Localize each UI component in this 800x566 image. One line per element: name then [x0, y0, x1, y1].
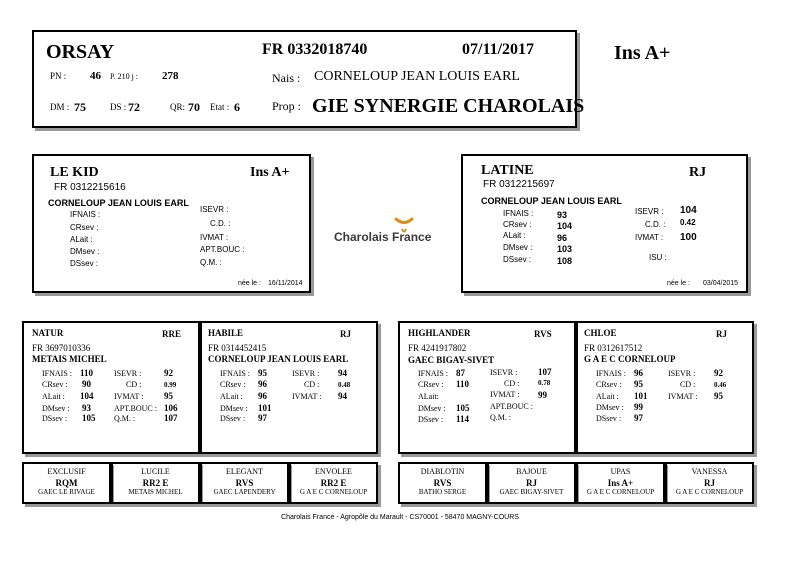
gp-crsev-label: CRsev : — [220, 380, 246, 389]
gp-breeder: METAIS MICHEL — [32, 354, 107, 364]
sire-crsev-label: CRsev : — [70, 223, 99, 232]
dam-cd-label: C.D. : — [645, 220, 666, 229]
gp-alait-label: ALait : — [220, 392, 243, 401]
prop-label: Prop : — [272, 99, 302, 113]
sire-qm-label: Q.M. : — [200, 258, 222, 267]
animal-name: ORSAY — [46, 41, 115, 63]
gp-alait-label: ALait : — [596, 392, 619, 401]
gp-crsev-label: CRsev : — [42, 380, 68, 389]
prop-value: GIE SYNERGIE CHAROLAIS — [312, 95, 585, 117]
gp-isevr-label: ISEVR : — [490, 368, 518, 377]
gp-ifnais-label: IFNAIS : — [596, 369, 627, 378]
gp-qm: 107 — [164, 413, 178, 423]
dam-alait: 96 — [557, 233, 568, 243]
gp-alait: 96 — [258, 391, 267, 401]
gp-dmsev: 101 — [258, 403, 272, 413]
qr-value: 70 — [188, 100, 200, 114]
ggp-qualification: RR2 E — [320, 478, 347, 488]
gp-dssev: 105 — [82, 413, 96, 423]
gp-id: FR 3697010336 — [32, 343, 91, 353]
animal-qualification: Ins A+ — [614, 42, 671, 64]
gp-dmsev-label: DMsev : — [42, 404, 70, 413]
sire-ifnais-label: IFNAIS : — [70, 210, 101, 219]
sire-cd-label: C.D. : — [210, 219, 231, 228]
gp-ivmat: 99 — [538, 390, 547, 400]
great-grandparent-cell — [289, 462, 378, 504]
dam-born-date: 03/04/2015 — [703, 280, 739, 287]
gp-name: HIGHLANDER — [408, 328, 471, 338]
ggp-name: DIABLOTIN — [420, 467, 465, 476]
gp-dmsev: 105 — [456, 403, 470, 413]
gp-ifnais-label: IFNAIS : — [220, 369, 251, 378]
gp-alait-label: ALait: — [418, 392, 439, 401]
ggp-owner: G A E C CORNELOUP — [675, 488, 744, 496]
gp-qm-label: Q.M. : — [490, 413, 512, 422]
dam-id: FR 0312215697 — [483, 179, 555, 190]
ggp-name: VANESSA — [691, 467, 728, 476]
grandparent-card-natur — [22, 321, 200, 454]
dm-value: 75 — [74, 100, 86, 114]
dam-dssev: 108 — [557, 256, 573, 266]
dam-crsev: 104 — [557, 221, 573, 231]
grandparent-card-chloe — [576, 321, 754, 454]
dam-name: LATINE — [481, 163, 534, 178]
gp-apt: 106 — [164, 403, 178, 413]
ggp-name: ELEGANT — [226, 467, 263, 476]
gp-dmsev: 93 — [82, 403, 91, 413]
ggp-name: LUCILE — [141, 467, 170, 476]
great-grandparent-cell — [665, 462, 754, 504]
animal-header-card — [32, 30, 671, 128]
ds-value: 72 — [128, 100, 140, 114]
gp-ifnais: 95 — [258, 368, 267, 378]
dam-ivmat: 100 — [680, 232, 697, 243]
sire-dmsev-label: DMsev : — [70, 247, 100, 256]
sire-born-label: née le : — [238, 280, 261, 287]
ggp-qualification: RVS — [235, 478, 254, 488]
nais-value: CORNELOUP JEAN LOUIS EARL — [314, 69, 520, 84]
gp-breeder: GAEC BIGAY-SIVET — [408, 355, 495, 365]
dam-isu-label: ISU : — [649, 253, 667, 262]
sire-alait-label: ALait : — [70, 235, 93, 244]
sire-dssev-label: DSsev : — [70, 259, 99, 268]
ggp-owner: G A E C CORNELOUP — [586, 488, 655, 496]
gp-name: CHLOE — [584, 328, 617, 338]
ggp-name: EXCLUSIF — [47, 467, 86, 476]
sire-isevr-label: ISEVR : — [200, 205, 229, 214]
gp-apt-label: APT.BOUC : — [490, 402, 533, 411]
gp-dssev: 114 — [456, 414, 470, 424]
ggp-qualification: Ins A+ — [607, 478, 634, 488]
gp-qualification: RVS — [534, 329, 552, 339]
pn-label: PN : — [50, 71, 67, 81]
gp-cd-label: CD : — [680, 380, 696, 389]
gp-dssev-label: DSsev : — [596, 414, 622, 423]
gp-dmsev-label: DMsev : — [418, 404, 446, 413]
gp-name: NATUR — [32, 328, 64, 338]
sire-breeder: CORNELOUP JEAN LOUIS EARL — [48, 198, 189, 208]
ggp-qualification: RJ — [704, 478, 715, 488]
dam-ifnais-label: IFNAIS : — [503, 209, 534, 218]
ggp-name: UPAS — [610, 467, 631, 476]
gp-cd-label: CD : — [126, 380, 142, 389]
gp-ivmat-label: IVMAT : — [490, 390, 520, 399]
grandparent-card-habile — [200, 321, 378, 454]
animal-birth-date: 07/11/2017 — [462, 41, 535, 58]
gp-qualification: RRE — [162, 329, 182, 339]
sire-qualification: Ins A+ — [250, 165, 290, 180]
logo-text: Charolais France — [334, 230, 432, 244]
sire-born-date: 16/11/2014 — [268, 280, 303, 287]
gp-dmsev: 99 — [634, 402, 643, 412]
sire-ivmat-label: IVMAT : — [200, 233, 229, 242]
charolais-france-logo — [334, 212, 446, 252]
gp-qualification: RJ — [340, 329, 351, 339]
gp-apt-label: APT.BOUC : — [114, 404, 157, 413]
gp-isevr: 94 — [338, 368, 347, 378]
gp-dssev-label: DSsev : — [418, 415, 444, 424]
gp-ivmat-label: IVMAT : — [668, 392, 698, 401]
gp-cd: 0.48 — [338, 381, 351, 389]
pn-value: 46 — [90, 70, 101, 82]
dam-ivmat-label: IVMAT : — [635, 233, 664, 242]
ggp-owner: GAEC BIGAY-SIVET — [499, 488, 564, 496]
ggp-qualification: RJ — [526, 478, 537, 488]
great-grandparent-cell — [487, 462, 576, 504]
gp-crsev-label: CRsev : — [418, 380, 444, 389]
sire-apt-label: APT.BOUC : — [200, 245, 245, 254]
gp-ifnais-label: IFNAIS : — [418, 369, 449, 378]
gp-alait-label: ALait : — [42, 392, 65, 401]
gp-crsev: 95 — [634, 379, 643, 389]
dam-qualification: RJ — [689, 165, 707, 180]
dam-born-label: née le : — [667, 280, 690, 287]
p210-label: P. 210 j : — [110, 72, 139, 81]
gp-alait: 104 — [80, 391, 94, 401]
gp-id: FR 0314452415 — [208, 343, 267, 353]
gp-ifnais: 110 — [80, 368, 94, 378]
dam-isevr-label: ISEVR : — [635, 207, 664, 216]
gp-crsev: 96 — [258, 379, 267, 389]
gp-crsev: 90 — [82, 379, 91, 389]
gp-dmsev-label: DMsev : — [596, 403, 624, 412]
ggp-qualification: RR2 E — [142, 478, 169, 488]
great-grandparent-cell — [22, 462, 111, 504]
gp-cd: 0.99 — [164, 381, 177, 389]
ggp-owner: BATHO SERGE — [418, 488, 467, 496]
gp-alait: 101 — [634, 391, 648, 401]
gp-ivmat: 95 — [714, 391, 723, 401]
dam-cd: 0.42 — [680, 218, 696, 227]
ggp-name: BAJOUE — [516, 467, 547, 476]
gp-ifnais: 96 — [634, 368, 643, 378]
great-grandparent-cell — [576, 462, 665, 504]
gp-cd-label: CD : — [504, 379, 520, 388]
ggp-owner: G A E C CORNELOUP — [299, 488, 368, 496]
gp-dssev-label: DSsev : — [220, 414, 246, 423]
gp-breeder: CORNELOUP JEAN LOUIS EARL — [208, 354, 349, 364]
sire-card — [32, 154, 311, 293]
dam-isevr: 104 — [680, 205, 697, 216]
gp-name: HABILE — [208, 328, 244, 338]
dam-card — [461, 154, 748, 293]
ggp-owner: GAEC LAPENDERY — [213, 488, 276, 496]
qr-label: QR: — [170, 102, 186, 112]
gp-id: FR 4241917802 — [408, 343, 467, 353]
etat-value: 6 — [234, 100, 240, 114]
dam-dssev-label: DSsev : — [503, 255, 532, 264]
sire-id: FR 0312215616 — [54, 182, 126, 193]
great-grandparent-cell — [111, 462, 200, 504]
gp-isevr: 92 — [714, 368, 723, 378]
ggp-qualification: RQM — [55, 478, 78, 488]
gp-ivmat-label: IVMAT : — [114, 392, 144, 401]
ggp-name: ENVOLEE — [315, 467, 352, 476]
etat-label: Etat : — [210, 102, 230, 112]
ds-label: DS : — [110, 102, 127, 112]
ggp-owner: METAIS MICHEL — [128, 488, 183, 496]
gp-isevr-label: ISEVR : — [114, 369, 142, 378]
gp-isevr-label: ISEVR : — [292, 369, 320, 378]
gp-isevr: 107 — [538, 367, 552, 377]
gp-isevr-label: ISEVR : — [668, 369, 696, 378]
great-grandparent-cell — [398, 462, 487, 504]
nais-label: Nais : — [272, 71, 301, 85]
gp-dssev: 97 — [634, 413, 643, 423]
sire-name: LE KID — [50, 165, 99, 180]
gp-ifnais-label: IFNAIS : — [42, 369, 73, 378]
dam-crsev-label: CRsev : — [503, 220, 532, 229]
gp-ivmat: 95 — [164, 391, 173, 401]
gp-dssev-label: DSsev : — [42, 414, 68, 423]
ggp-owner: GAEC LE RIVAGE — [38, 488, 95, 496]
ggp-qualification: RVS — [433, 478, 452, 488]
gp-id: FR 0312617512 — [584, 343, 643, 353]
gp-dmsev-label: DMsev : — [220, 404, 248, 413]
gp-crsev: 110 — [456, 379, 470, 389]
dm-label: DM : — [50, 102, 70, 112]
gp-cd-label: CD : — [304, 380, 320, 389]
gp-breeder: G A E C CORNELOUP — [584, 354, 676, 364]
great-grandparent-cell — [200, 462, 289, 504]
gp-ivmat: 94 — [338, 391, 347, 401]
gp-cd: 0.78 — [538, 379, 551, 387]
gp-qm-label: Q.M. : — [114, 414, 136, 423]
gp-ifnais: 87 — [456, 368, 465, 378]
gp-isevr: 92 — [164, 368, 173, 378]
gp-ivmat-label: IVMAT : — [292, 392, 322, 401]
animal-id: FR 0332018740 — [262, 41, 368, 58]
dam-dmsev: 103 — [557, 244, 573, 254]
dam-ifnais: 93 — [557, 210, 568, 220]
dam-alait-label: ALait : — [503, 231, 526, 240]
grandparent-card-highlander — [398, 321, 576, 454]
gp-dssev: 97 — [258, 413, 267, 423]
gp-crsev-label: CRsev : — [596, 380, 622, 389]
gp-cd: 0.46 — [714, 381, 727, 389]
footer-address: Charolais France - Agropôle du Marault - CS70001 - 58470 MAGNY-COURS — [281, 514, 519, 521]
p210-value: 278 — [162, 70, 179, 82]
dam-dmsev-label: DMsev : — [503, 243, 533, 252]
dam-breeder: CORNELOUP JEAN LOUIS EARL — [481, 196, 622, 206]
gp-qualification: RJ — [716, 329, 727, 339]
